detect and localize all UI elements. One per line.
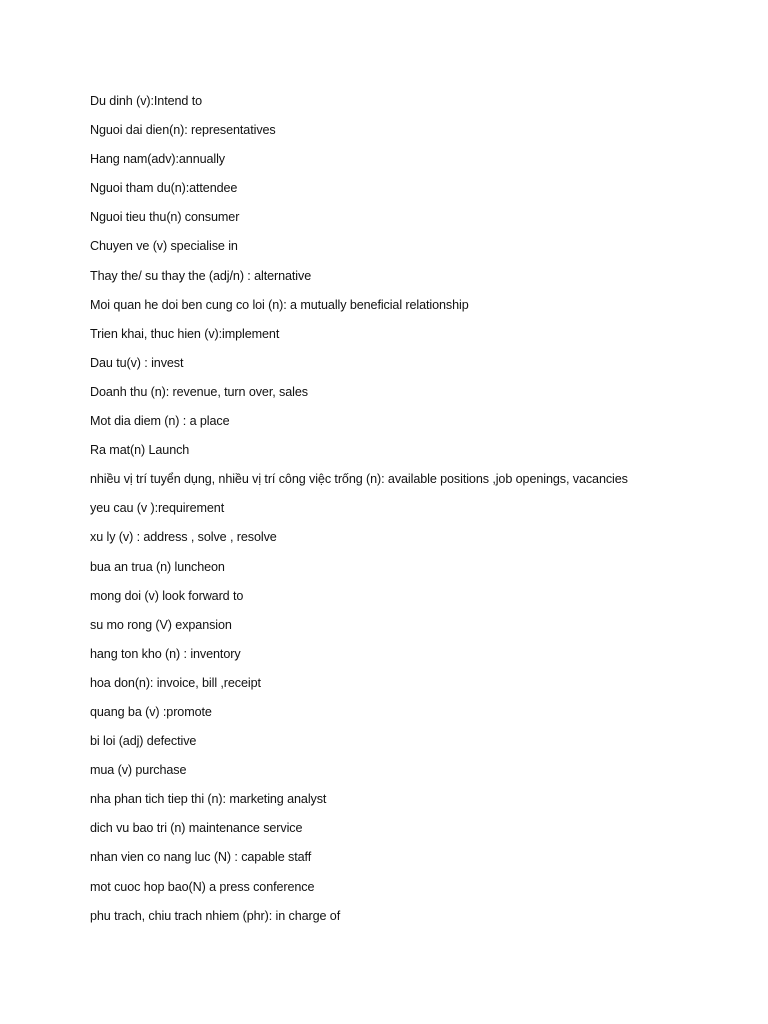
vocab-entry: Moi quan he doi ben cung co loi (n): a mutually beneficial relationship: [90, 297, 469, 312]
vocab-entry: Chuyen ve (v) specialise in: [90, 239, 238, 254]
vocab-entry: Nguoi tham du(n):attendee: [90, 181, 238, 196]
vocab-entry: yeu cau (v ):requirement: [90, 501, 225, 516]
vocab-entry: phu trach, chiu trach nhiem (phr): in charge of: [90, 908, 341, 923]
vocab-entry: Nguoi dai dien(n): representatives: [90, 123, 276, 138]
vocab-entry: xu ly (v) : address , solve , resolve: [90, 530, 277, 545]
vocab-entry: bua an trua (n) luncheon: [90, 559, 225, 574]
vocab-entry: mong doi (v) look forward to: [90, 588, 244, 603]
vocab-entry: mot cuoc hop bao(N) a press conference: [90, 879, 315, 894]
vocab-entry: Dau tu(v) : invest: [90, 355, 184, 370]
vocab-entry: Trien khai, thuc hien (v):implement: [90, 326, 280, 341]
vocab-entry: Ra mat(n) Launch: [90, 443, 190, 458]
vocabulary-list: [90, 92, 750, 936]
vocab-entry: su mo rong (V) expansion: [90, 617, 232, 632]
vocab-entry: Nguoi tieu thu(n) consumer: [90, 210, 240, 225]
vocab-entry: quang ba (v) :promote: [90, 704, 212, 719]
vocab-entry: Thay the/ su thay the (adj/n) : alternative: [90, 268, 312, 283]
vocab-entry: bi loi (adj) defective: [90, 734, 197, 749]
vocab-entry: nhan vien co nang luc (N) : capable staff: [90, 850, 312, 865]
vocab-entry: mua (v) purchase: [90, 763, 187, 778]
vocab-entry: Doanh thu (n): revenue, turn over, sales: [90, 384, 308, 399]
vocab-entry: hang ton kho (n) : inventory: [90, 646, 241, 661]
vocab-entry: Hang nam(adv):annually: [90, 152, 226, 167]
vocab-entry: Mot dia diem (n) : a place: [90, 414, 230, 429]
vocab-entry: nhiều vị trí tuyển dụng, nhiều vị trí công việc trống (n): available positions ,job openings, vacancies: [90, 472, 628, 487]
vocab-entry: nha phan tich tiep thi (n): marketing analyst: [90, 792, 327, 807]
vocab-entry: Du dinh (v):Intend to: [90, 94, 203, 108]
vocab-entry: dich vu bao tri (n) maintenance service: [90, 821, 303, 836]
vocab-entry: hoa don(n): invoice, bill ,receipt: [90, 675, 261, 690]
